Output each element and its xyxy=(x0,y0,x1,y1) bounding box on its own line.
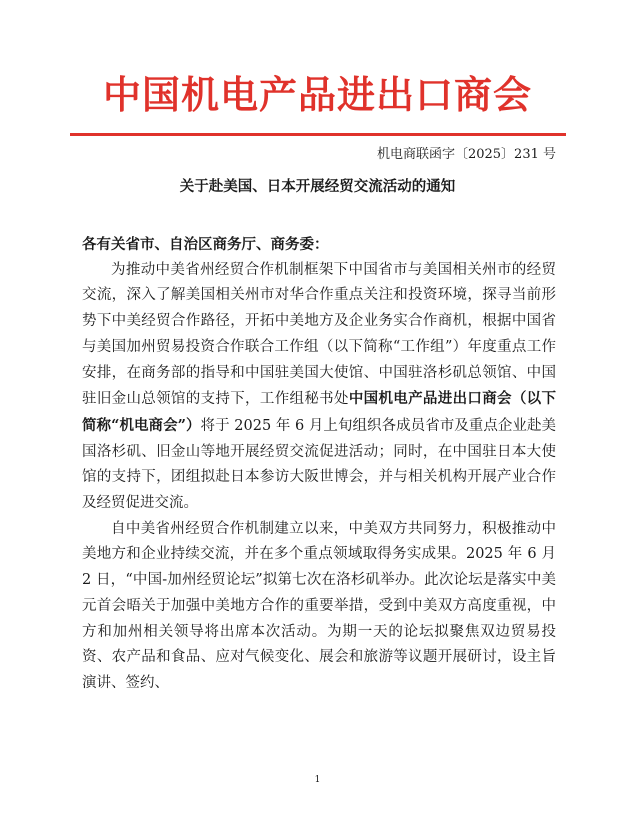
paragraph-1-org-emphasis: 中国机电产品进出口商会（以下简称“机电商会”） xyxy=(82,390,557,434)
letterhead-red-rule xyxy=(70,133,566,136)
salutation: 各有关省市、自治区商务厅、商务委： xyxy=(82,236,329,253)
page-number: 1 xyxy=(314,775,321,785)
paragraph-2: 自中美省州经贸合作机制建立以来，中美双方共同努力，积极推动中美地方和企业持续交流，并在多个重点领域取得务实成果。2025 年 6 月 2 日，“中国-加州经贸论坛”拟第七次在洛杉矶举办。此次论坛是落实中美元首会晤关于加强中美地方合作的重要举措，受到中美双方高度重视，中方和加州相关领导将出席本次活动。为期一天的论坛拟聚焦双边贸易投资、农产品和食品、应对气候变化、展会和旅游等议题开展研讨，设主旨演讲、签约、 xyxy=(82,520,556,691)
paragraph-1-before: 为推动中美省州经贸合作机制框架下中国省市与美国相关州市的经贸交流，深入了解美国相关州市对华合作重点关注和投资环境，探寻当前形势下中美经贸合作路径，开拓中美地方及企业务实合作商机，根据中国省与美国加州贸易投资合作联合工作组（以下简称“工作组”）年度重点工作安排，在商务部的指导和中国驻美国大使馆、中国驻洛杉矶总领馆、中国驻旧金山总领馆的支持下，工作组秘书处 xyxy=(82,261,556,408)
document-number: 机电商联函字〔2025〕231 号 xyxy=(376,147,556,162)
paragraph-1-after: 将于 2025 年 6 月上旬组织各成员省市及重点企业赴美国洛杉矶、旧金山等地开展经贸交流促进活动；同时，在中国驻日本大使馆的支持下，团组拟赴日本参访大阪世博会，并与相关机构开展产业合作及经贸促进交流。 xyxy=(82,417,557,512)
letterhead-title: 中国机电产品进出口商会 xyxy=(102,73,532,117)
document-title: 关于赴美国、日本开展经贸交流活动的通知 xyxy=(179,178,456,195)
paragraph-1 xyxy=(82,258,556,517)
document-body xyxy=(82,232,556,697)
